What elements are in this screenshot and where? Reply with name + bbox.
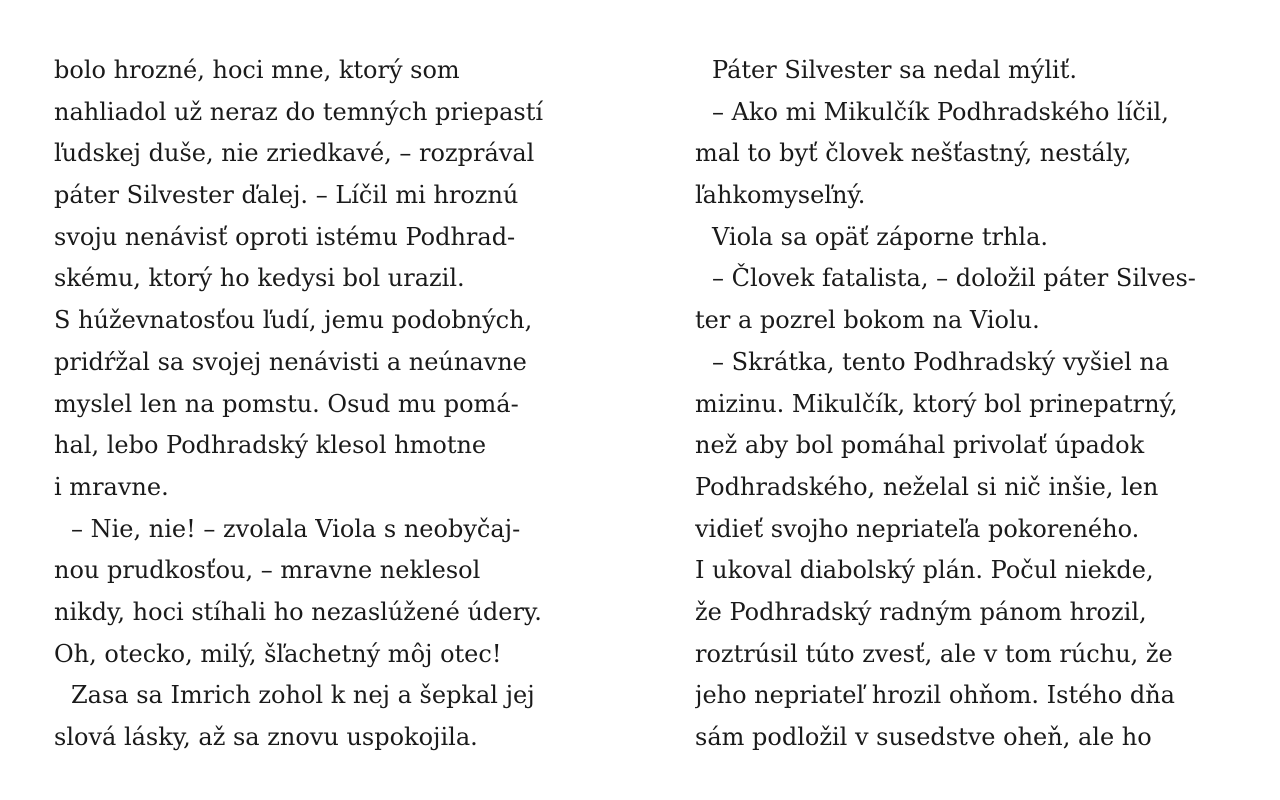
text-line: skému, ktorý ho kedysi bol urazil. <box>54 264 465 293</box>
text-line: Zasa sa Imrich zohol k nej a šepkal jej <box>71 681 535 710</box>
text-line: slová lásky, až sa znovu uspokojila. <box>54 723 478 751</box>
text-line: ľudskej duše, nie zriedkavé, – rozprával <box>54 139 535 168</box>
text-line: roztrúsil túto zvesť, ale v tom rúchu, že <box>695 639 1173 668</box>
text-line: mal to byť človek nešťastný, nestály, <box>695 139 1132 168</box>
text-line: – Skrátka, tento Podhradský vyšiel na <box>712 347 1170 376</box>
text-line: myslel len na pomstu. Osud mu pomá- <box>54 389 519 418</box>
text-line: že Podhradský radným pánom hrozil, <box>695 597 1147 626</box>
text-line: ter a pozrel bokom na Violu. <box>695 306 1040 335</box>
text-line: páter Silvester ďalej. – Líčil mi hroznú <box>54 181 519 210</box>
text-line: bolo hrozné, hoci mne, ktorý som <box>54 56 460 84</box>
text-line: než aby bol pomáhal privolať úpadok <box>695 431 1145 460</box>
text-line: Podhradského, neželal si nič inšie, len <box>695 472 1159 501</box>
text-line: Viola sa opäť záporne trhla. <box>712 222 1049 251</box>
text-line: Oh, otecko, milý, šľachetný môj otec! <box>54 639 502 668</box>
text-line: nou prudkosťou, – mravne neklesol <box>54 556 481 585</box>
text-line: – Nie, nie! – zvolala Viola s neobyčaj- <box>71 514 521 543</box>
text-line: Páter Silvester sa nedal mýliť. <box>712 56 1077 84</box>
text-line: vidieť svojho nepriateľa pokoreného. <box>695 514 1140 543</box>
text-line: mizinu. Mikulčík, ktorý bol prinepatrný, <box>695 389 1178 418</box>
text-line: nikdy, hoci stíhali ho nezaslúžené údery. <box>54 597 542 626</box>
text-line: nahliadol už neraz do temných priepastí <box>54 97 544 126</box>
text-line: pridŕžal sa svojej nenávisti a neúnavne <box>54 347 527 376</box>
right-page <box>695 50 1255 770</box>
text-line: jeho nepriateľ hrozil ohňom. Istého dňa <box>695 681 1175 710</box>
text-line: – Človek fatalista, – doložil páter Silves- <box>712 264 1196 293</box>
left-page <box>54 50 614 770</box>
text-line: – Ako mi Mikulčík Podhradského líčil, <box>712 97 1169 126</box>
text-line: I ukoval diabolský plán. Počul niekde, <box>695 556 1154 585</box>
text-line: svoju nenávisť oproti istému Podhrad- <box>54 222 516 251</box>
text-line: S húževnatosťou ľudí, jemu podobných, <box>54 306 533 335</box>
text-line: sám podložil v susedstve oheň, ale ho <box>695 723 1152 751</box>
text-line: hal, lebo Podhradský klesol hmotne <box>54 431 487 460</box>
text-line: i mravne. <box>54 472 169 501</box>
text-line: ľahkomyseľný. <box>695 181 866 210</box>
